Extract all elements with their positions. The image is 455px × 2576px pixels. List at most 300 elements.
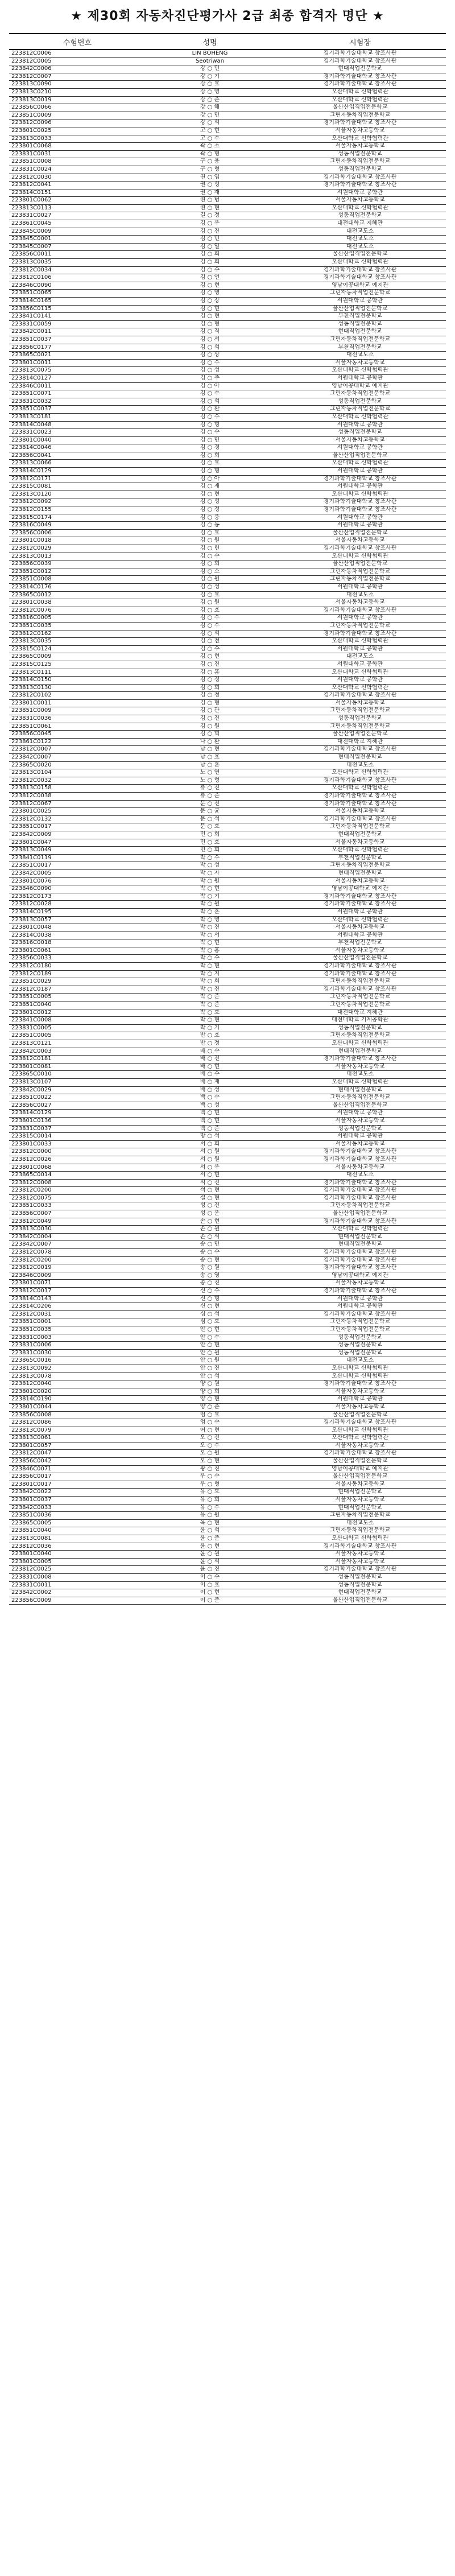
cell-exam-site: 오산대학교 신학협력관 — [274, 413, 446, 421]
cell-name: 안 ○ 석 — [146, 1373, 274, 1380]
cell-exam-number: 223845C0009 — [9, 228, 146, 236]
cell-name: 배 ○ 성 — [146, 1086, 274, 1094]
table-row — [9, 1349, 446, 1357]
cell-exam-site: 울산산업직업전문학교 — [274, 452, 446, 460]
table-row — [9, 947, 446, 955]
cell-exam-site: 그린자동차직업전문학교 — [274, 1326, 446, 1334]
table-row — [9, 1481, 446, 1489]
cell-exam-number: 223813C0075 — [9, 367, 146, 375]
cell-exam-number: 223846C0090 — [9, 885, 146, 893]
table-row — [9, 877, 446, 885]
cell-name: 이 ○ 현 — [146, 1589, 274, 1597]
cell-name: 김 ○ 경 — [146, 444, 274, 452]
cell-exam-site: 오산대학교 신학협력관 — [274, 367, 446, 375]
cell-exam-site: 울산산업직업전문학교 — [274, 1597, 446, 1605]
cell-name: 신 ○ 수 — [146, 1288, 274, 1296]
table-row — [9, 1063, 446, 1071]
cell-exam-number: 223856C0011 — [9, 251, 146, 259]
table-row — [9, 1551, 446, 1559]
table-row — [9, 583, 446, 591]
table-row — [9, 924, 446, 932]
table-row — [9, 1419, 446, 1427]
cell-exam-number: 223812C0075 — [9, 1194, 146, 1202]
table-row — [9, 1040, 446, 1048]
table-row — [9, 1241, 446, 1249]
cell-exam-number: 223801C0012 — [9, 1009, 146, 1017]
cell-exam-site: 경기과학기술대학교 창조사관 — [274, 1056, 446, 1064]
cell-name: 손 ○ 원 — [146, 1226, 274, 1234]
table-row — [9, 498, 446, 506]
cell-exam-number: 223865C0012 — [9, 591, 146, 599]
cell-name: 석 ○ 현 — [146, 1187, 274, 1195]
table-row — [9, 1295, 446, 1303]
cell-exam-number: 223831C0003 — [9, 1334, 146, 1342]
cell-exam-number: 223814C0129 — [9, 1110, 146, 1118]
cell-exam-number: 223812C0008 — [9, 1179, 146, 1187]
cell-exam-site: 현대직업전문학교 — [274, 328, 446, 336]
cell-exam-number: 223801C0081 — [9, 1063, 146, 1071]
table-row — [9, 661, 446, 669]
cell-name: 김 ○ 희 — [146, 251, 274, 259]
cell-name: 강 ○ 영 — [146, 88, 274, 96]
cell-exam-site: 서원대학교 공학관 — [274, 677, 446, 685]
cell-exam-site: 성동직업전문학교 — [274, 212, 446, 220]
cell-exam-site: 서울자동차고등학교 — [274, 947, 446, 955]
cell-exam-site: 서원대학교 공학관 — [274, 421, 446, 429]
cell-name: 민 ○ 희 — [146, 831, 274, 839]
table-row — [9, 815, 446, 823]
cell-exam-number: 223801C0020 — [9, 1388, 146, 1396]
cell-name: 고 ○ 현 — [146, 127, 274, 135]
table-row — [9, 112, 446, 119]
cell-name: 양 ○ 원 — [146, 1380, 274, 1388]
cell-exam-site: 경기과학기술대학교 창조사관 — [274, 182, 446, 189]
table-row — [9, 1497, 446, 1505]
cell-exam-number: 223801C0025 — [9, 127, 146, 135]
cell-name: 엄 ○ 호 — [146, 1411, 274, 1419]
cell-exam-number: 223812C0200 — [9, 1187, 146, 1195]
cell-name: 신 ○ 현 — [146, 1303, 274, 1311]
table-row — [9, 630, 446, 638]
table-row — [9, 251, 446, 259]
cell-exam-site: 대전교도소 — [274, 236, 446, 244]
cell-name: 김 ○ 형 — [146, 320, 274, 328]
cell-name: 강 ○ 민 — [146, 112, 274, 119]
cell-exam-number: 223851C0033 — [9, 1202, 146, 1210]
cell-name: 성 ○ 운 — [146, 1210, 274, 1218]
cell-name: 성 ○ 진 — [146, 1202, 274, 1210]
cell-exam-site: 경기과학기술대학교 창조사관 — [274, 777, 446, 785]
cell-exam-site: 그린자동차직업전문학교 — [274, 1094, 446, 1102]
cell-exam-number: 223861C0045 — [9, 220, 146, 228]
cell-name: 문 ○ 균 — [146, 808, 274, 816]
cell-exam-number: 223831C0006 — [9, 1342, 146, 1350]
cell-name: 손 ○ 현 — [146, 1218, 274, 1226]
cell-exam-site: 서울자동차고등학교 — [274, 1551, 446, 1559]
cell-exam-number: 223851C0009 — [9, 707, 146, 715]
table-row — [9, 645, 446, 653]
table-row — [9, 73, 446, 81]
cell-exam-number: 223856C0008 — [9, 1411, 146, 1419]
cell-exam-site: 서원대학교 공학관 — [274, 1295, 446, 1303]
table-row — [9, 529, 446, 537]
table-row — [9, 382, 446, 390]
cell-exam-site: 경기과학기술대학교 창조사관 — [274, 1380, 446, 1388]
cell-exam-number: 223856C0033 — [9, 955, 146, 963]
cell-exam-number: 223842C0004 — [9, 1233, 146, 1241]
cell-name: 김 ○ 직 — [146, 328, 274, 336]
cell-exam-number: 223831C0032 — [9, 398, 146, 406]
cell-exam-number: 223842C0006 — [9, 65, 146, 73]
cell-name: 강 ○ 해 — [146, 104, 274, 112]
cell-exam-site: 울산산업직업전문학교 — [274, 955, 446, 963]
cell-exam-site: 서울자동차고등학교 — [274, 924, 446, 932]
cell-name: 양 ○ 현 — [146, 1396, 274, 1404]
cell-exam-site: 경기과학기술대학교 창조사관 — [274, 1187, 446, 1195]
cell-name: 안 ○ 현 — [146, 1326, 274, 1334]
cell-exam-site: 대전대학교 지혜관 — [274, 1009, 446, 1017]
cell-name: 설 ○ 현 — [146, 1194, 274, 1202]
cell-name: 노 ○ 연 — [146, 769, 274, 777]
cell-name: 이 ○ 준 — [146, 1597, 274, 1605]
table-row — [9, 1326, 446, 1334]
cell-exam-number: 223831C0027 — [9, 212, 146, 220]
cell-exam-number: 223812C0038 — [9, 793, 146, 801]
cell-exam-site: 오산대학교 신학협력관 — [274, 259, 446, 267]
cell-exam-site: 서울자동차고등학교 — [274, 1280, 446, 1288]
cell-name: 고 ○ 수 — [146, 135, 274, 143]
cell-name: 길 ○ 정 — [146, 212, 274, 220]
cell-exam-site: 그린자동차직업전문학교 — [274, 978, 446, 986]
table-row — [9, 800, 446, 808]
table-row — [9, 290, 446, 298]
cell-exam-number: 223813C0057 — [9, 916, 146, 924]
cell-name: 우 ○ 수 — [146, 1473, 274, 1481]
cell-exam-site: 경기과학기술대학교 창조사관 — [274, 1148, 446, 1156]
cell-exam-site: 서원대학교 공학관 — [274, 374, 446, 382]
cell-exam-site: 대전교도소 — [274, 1519, 446, 1527]
cell-exam-number: 223801C0068 — [9, 143, 146, 151]
cell-name: 박 ○ 진 — [146, 924, 274, 932]
cell-name: 남 ○ 훈 — [146, 761, 274, 769]
cell-exam-number: 223851C0037 — [9, 406, 146, 414]
table-row — [9, 1280, 446, 1288]
table-row — [9, 970, 446, 978]
cell-name: 김 ○ 성 — [146, 367, 274, 375]
cell-exam-site: 오산대학교 신학협력관 — [274, 1373, 446, 1380]
table-row — [9, 313, 446, 321]
cell-name: 박 ○ 성 — [146, 862, 274, 870]
cell-name: 류 ○ 준 — [146, 793, 274, 801]
cell-name: 김 ○ 호 — [146, 529, 274, 537]
table-row — [9, 723, 446, 731]
cell-exam-site: 대전교도소 — [274, 653, 446, 661]
table-row — [9, 707, 446, 715]
cell-name: 윤 ○ 석 — [146, 1558, 274, 1566]
cell-exam-number: 223856C0027 — [9, 1102, 146, 1110]
table-row — [9, 1110, 446, 1118]
cell-exam-number: 223842C0007 — [9, 1241, 146, 1249]
cell-name: 유 ○ 수 — [146, 1504, 274, 1512]
table-row — [9, 653, 446, 661]
table-row — [9, 421, 446, 429]
cell-exam-number: 223801C0040 — [9, 1551, 146, 1559]
table-row — [9, 1573, 446, 1581]
cell-name: 권 ○ 현 — [146, 204, 274, 212]
cell-exam-number: 223812C0047 — [9, 1450, 146, 1458]
table-row — [9, 1179, 446, 1187]
cell-exam-number: 223851C0005 — [9, 1032, 146, 1040]
cell-exam-number: 223801C0011 — [9, 699, 146, 707]
cell-name: 김 ○ 현 — [146, 653, 274, 661]
table-row — [9, 1504, 446, 1512]
cell-exam-site: 경기과학기술대학교 창조사관 — [274, 970, 446, 978]
cell-exam-site: 경기과학기술대학교 창조사관 — [274, 50, 446, 57]
table-row — [9, 406, 446, 414]
cell-exam-number: 223814C0176 — [9, 583, 146, 591]
cell-name: 서 ○ 우 — [146, 1164, 274, 1172]
cell-exam-number: 223812C0007 — [9, 73, 146, 81]
cell-name: 김 ○ 민 — [146, 436, 274, 444]
cell-exam-number: 223814C0150 — [9, 677, 146, 685]
cell-exam-site: 울산산업직업전문학교 — [274, 731, 446, 739]
cell-exam-site: 서원대학교 공학관 — [274, 1110, 446, 1118]
cell-exam-site: 오산대학교 신학협력관 — [274, 88, 446, 96]
cell-exam-number: 223801C0061 — [9, 947, 146, 955]
cell-exam-site: 서원대학교 공학관 — [274, 1303, 446, 1311]
cell-exam-number: 223865C0014 — [9, 1172, 146, 1180]
cell-exam-site: 성동직업전문학교 — [274, 320, 446, 328]
table-row — [9, 1078, 446, 1086]
cell-exam-number: 223856C0115 — [9, 305, 146, 313]
cell-exam-number: 223813C0130 — [9, 684, 146, 692]
cell-exam-site: 그린자동차직업전문학교 — [274, 576, 446, 584]
cell-exam-number: 223813C0092 — [9, 1365, 146, 1373]
cell-name: 류 ○ 진 — [146, 785, 274, 793]
cell-exam-number: 223856C0066 — [9, 104, 146, 112]
table-row — [9, 320, 446, 328]
cell-name: 윤 ○ 석 — [146, 1527, 274, 1535]
cell-exam-number: 223812C0086 — [9, 1419, 146, 1427]
table-row — [9, 699, 446, 707]
cell-exam-number: 223813C0061 — [9, 1435, 146, 1442]
cell-exam-site: 대전교도소 — [274, 1172, 446, 1180]
table-row — [9, 885, 446, 893]
cell-name: 노 ○ 형 — [146, 777, 274, 785]
table-row — [9, 847, 446, 855]
cell-exam-site: 그린자동차직업전문학교 — [274, 1512, 446, 1520]
table-row — [9, 901, 446, 909]
table-row — [9, 1334, 446, 1342]
cell-name: 김 ○ 원 — [146, 576, 274, 584]
cell-exam-site: 대전교도소 — [274, 1071, 446, 1079]
cell-exam-site: 경기과학기술대학교 창조사관 — [274, 1218, 446, 1226]
cell-name: 강 ○ 호 — [146, 81, 274, 89]
cell-name: 박 ○ 진 — [146, 986, 274, 994]
table-row — [9, 978, 446, 986]
cell-exam-number: 223856C0009 — [9, 1597, 146, 1605]
cell-exam-number: 223865C0016 — [9, 1357, 146, 1365]
cell-exam-number: 223812C0005 — [9, 57, 146, 65]
cell-exam-number: 223814C0190 — [9, 1396, 146, 1404]
table-row — [9, 1342, 446, 1350]
cell-name: 권 ○ 범 — [146, 197, 274, 205]
table-row — [9, 119, 446, 127]
cell-exam-site: 서원대학교 공학관 — [274, 444, 446, 452]
cell-exam-number: 223812C0007 — [9, 746, 146, 754]
table-row — [9, 522, 446, 530]
table-row — [9, 398, 446, 406]
cell-exam-site: 영남이공대학교 예지관 — [274, 382, 446, 390]
cell-name: 김 ○ 소 — [146, 568, 274, 576]
cell-exam-number: 223801C0038 — [9, 599, 146, 607]
cell-exam-number: 223814C0038 — [9, 932, 146, 939]
cell-exam-site: 경기과학기술대학교 창조사관 — [274, 901, 446, 909]
table-row — [9, 1024, 446, 1032]
cell-exam-site: 서원대학교 공학관 — [274, 645, 446, 653]
cell-name: 박 ○ 수 — [146, 955, 274, 963]
table-row — [9, 336, 446, 344]
table-row — [9, 243, 446, 251]
table-row — [9, 189, 446, 197]
table-row — [9, 1009, 446, 1017]
cell-name: 박 ○ 현 — [146, 885, 274, 893]
cell-exam-number: 223814C0143 — [9, 1295, 146, 1303]
cell-exam-site: 현대직업전문학교 — [274, 831, 446, 839]
cell-name: 송 ○ 진 — [146, 1280, 274, 1288]
cell-exam-site: 그린자동차직업전문학교 — [274, 390, 446, 398]
cell-name: 곽 ○ 소 — [146, 143, 274, 151]
cell-name: 박 ○ 현 — [146, 1017, 274, 1025]
cell-exam-number: 223842C0007 — [9, 754, 146, 762]
table-row — [9, 266, 446, 274]
cell-exam-site: 현대직업전문학교 — [274, 1489, 446, 1497]
cell-exam-site: 현대직업전문학교 — [274, 1233, 446, 1241]
cell-exam-number: 223831C0030 — [9, 1349, 146, 1357]
cell-name: 박 ○ 현 — [146, 939, 274, 947]
table-row — [9, 352, 446, 360]
table-row — [9, 1264, 446, 1272]
cell-exam-site: 울산산업직업전문학교 — [274, 251, 446, 259]
cell-exam-site: 오산대학교 신학협력관 — [274, 204, 446, 212]
cell-name: 송 ○ 민 — [146, 1241, 274, 1249]
cell-exam-site: 서울자동차고등학교 — [274, 436, 446, 444]
table-row — [9, 1148, 446, 1156]
column-header-exam-site: 시험장 — [274, 34, 446, 50]
cell-exam-number: 223816C0018 — [9, 939, 146, 947]
cell-name: 유 ○ 호 — [146, 1489, 274, 1497]
cell-name: 김 ○ 아 — [146, 475, 274, 483]
cell-exam-site: 경기과학기술대학교 창조사관 — [274, 545, 446, 553]
table-row — [9, 212, 446, 220]
table-row — [9, 1272, 446, 1280]
cell-exam-number: 223801C0062 — [9, 197, 146, 205]
cell-name: 김 ○ 아 — [146, 382, 274, 390]
table-row — [9, 436, 446, 444]
cell-exam-site: 현대직업전문학교 — [274, 65, 446, 73]
cell-exam-site: 서원대학교 공학관 — [274, 514, 446, 522]
cell-exam-number: 223851C0008 — [9, 158, 146, 166]
table-row — [9, 390, 446, 398]
cell-exam-site: 대전교도소 — [274, 243, 446, 251]
table-row — [9, 1187, 446, 1195]
cell-name: 김 ○ 진 — [146, 715, 274, 723]
cell-name: 김 ○ 수 — [146, 266, 274, 274]
table-row — [9, 1435, 446, 1442]
table-row — [9, 158, 446, 166]
cell-name: 김 ○ 정 — [146, 692, 274, 700]
cell-name: 서 ○ 원 — [146, 1156, 274, 1164]
table-row — [9, 1380, 446, 1388]
cell-name: 송 ○ 영 — [146, 1272, 274, 1280]
table-row — [9, 916, 446, 924]
cell-name: 유 ○ 원 — [146, 1512, 274, 1520]
cell-exam-site: 울산산업직업전문학교 — [274, 1210, 446, 1218]
cell-exam-number: 223812C0106 — [9, 274, 146, 282]
table-row — [9, 1597, 446, 1605]
cell-exam-site: 서울자동차고등학교 — [274, 839, 446, 847]
table-row — [9, 622, 446, 630]
cell-exam-number: 223865C0005 — [9, 1519, 146, 1527]
cell-name: 김 ○ 희 — [146, 259, 274, 267]
table-row — [9, 104, 446, 112]
cell-exam-number: 223831C0008 — [9, 1573, 146, 1581]
cell-exam-number: 223846C0090 — [9, 282, 146, 290]
cell-exam-site: 서원대학교 공학관 — [274, 189, 446, 197]
table-row — [9, 367, 446, 375]
cell-exam-number: 223812C0030 — [9, 174, 146, 182]
table-row — [9, 236, 446, 244]
cell-exam-number: 223814C0151 — [9, 189, 146, 197]
table-row — [9, 669, 446, 677]
cell-exam-number: 223814C0195 — [9, 908, 146, 916]
cell-exam-number: 223856C0039 — [9, 560, 146, 568]
cell-exam-site: 대전교도소 — [274, 228, 446, 236]
cell-exam-site: 오산대학교 신학협력관 — [274, 1435, 446, 1442]
cell-name: 오 ○ 수 — [146, 1442, 274, 1450]
cell-exam-number: 223831C0037 — [9, 1125, 146, 1133]
cell-exam-site: 울산산업직업전문학교 — [274, 305, 446, 313]
cell-exam-number: 223815C0081 — [9, 483, 146, 491]
cell-exam-number: 223812C0019 — [9, 1264, 146, 1272]
table-row — [9, 468, 446, 476]
cell-exam-site: 그린자동차직업전문학교 — [274, 994, 446, 1001]
cell-exam-number: 223801C0018 — [9, 537, 146, 545]
column-header-exam-number: 수험번호 — [9, 34, 146, 50]
table-row — [9, 831, 446, 839]
table-row — [9, 553, 446, 560]
table-row — [9, 638, 446, 646]
cell-name: 강 ○ 민 — [146, 65, 274, 73]
cell-exam-number: 223814C0046 — [9, 444, 146, 452]
table-row — [9, 1094, 446, 1102]
cell-exam-number: 223856C0042 — [9, 1458, 146, 1466]
cell-exam-number: 223812C0092 — [9, 498, 146, 506]
table-row — [9, 1543, 446, 1551]
table-row — [9, 1133, 446, 1141]
cell-name: 박 ○ 원 — [146, 901, 274, 909]
cell-exam-site: 그린자동차직업전문학교 — [274, 290, 446, 298]
cell-exam-number: 223851C0035 — [9, 622, 146, 630]
cell-exam-number: 223846C0011 — [9, 382, 146, 390]
cell-exam-site: 그린자동차직업전문학교 — [274, 112, 446, 119]
table-row — [9, 50, 446, 57]
table-row — [9, 568, 446, 576]
cell-exam-number: 223812C0032 — [9, 777, 146, 785]
cell-exam-site: 서울자동차고등학교 — [274, 143, 446, 151]
cell-name: 배 ○ 진 — [146, 1056, 274, 1064]
cell-exam-site: 그린자동차직업전문학교 — [274, 1032, 446, 1040]
